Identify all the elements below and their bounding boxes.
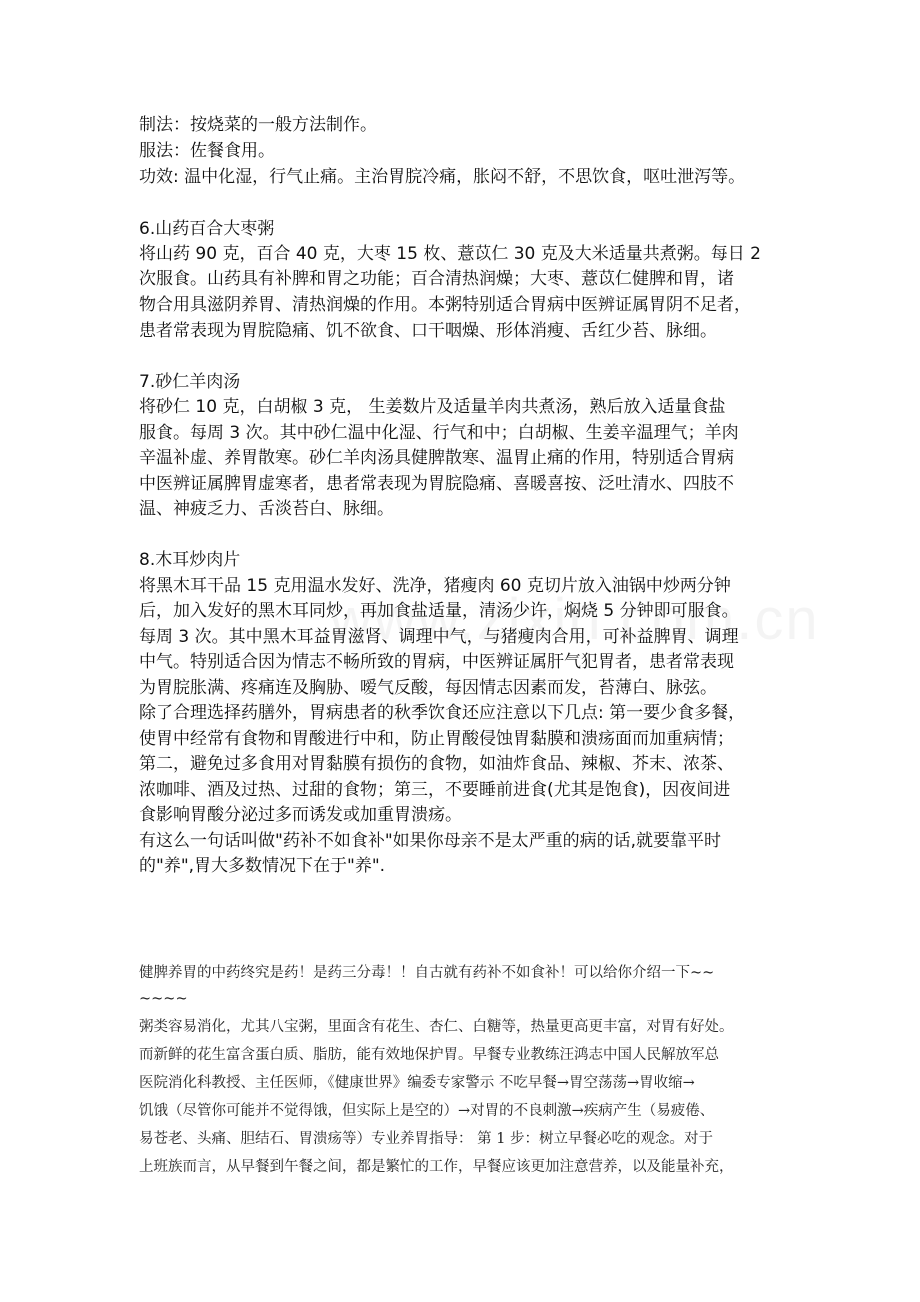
advice-line: 使胃中经常有食物和胃酸进行中和，防止胃酸侵蚀胃黏膜和溃疡面而加重病情； <box>139 729 734 749</box>
usage-line: 服法：佐餐食用。 <box>139 141 275 161</box>
method-line: 制法：按烧菜的一般方法制作。 <box>139 115 377 135</box>
recipe8-title: 8.木耳炒肉片 <box>139 550 241 570</box>
bottom-line: 而新鲜的花生富含蛋白质、脂肪，能有效地保护胃。早餐专业教练汪鸿志中国人民解放军总 <box>139 1047 719 1063</box>
recipe6-line: 将山药 90 克，百合 40 克，大枣 15 枚、薏苡仁 30 克及大米适量共煮粥。每日 2 <box>139 244 761 264</box>
recipe8-line: 中气。特别适合因为情志不畅所致的胃病，中医辨证属肝气犯胃者，患者常表现 <box>139 652 734 672</box>
advice-line: 第二，避免过多食用对胃黏膜有损伤的食物，如油炸食品、辣椒、芥末、浓茶、 <box>139 754 734 774</box>
recipe7-line: 温、神疲乏力、舌淡苔白、脉细。 <box>139 499 394 519</box>
recipe8-line: 将黑木耳干品 15 克用温水发好、洗净，猪瘦肉 60 克切片放入油锅中炒两分钟 <box>139 576 731 596</box>
advice-line: 食影响胃酸分泌过多而诱发或加重胃溃疡。 <box>139 805 462 825</box>
recipe6-title: 6.山药百合大枣粥 <box>139 219 275 239</box>
recipe8-line: 后，加入发好的黑木耳同炒，再加食盐适量，清汤少许，焖烧 5 分钟即可服食。 <box>139 601 739 621</box>
recipe8-line: 每周 3 次。其中黑木耳益胃滋肾、调理中气，与猪瘦肉合用，可补益脾胃、调理 <box>139 627 739 647</box>
recipe7-line: 中医辨证属脾胃虚寒者，患者常表现为胃脘隐痛、喜暖喜按、泛吐清水、四肢不 <box>139 474 734 494</box>
quote-line: 有这么一句话叫做"药补不如食补"如果你母亲不是太严重的病的话,就要靠平时 <box>139 831 722 851</box>
bottom-line: 上班族而言，从早餐到午餐之间，都是繁忙的工作，早餐应该更加注意营养，以及能量补充， <box>139 1159 734 1175</box>
advice-line: 除了合理选择药膳外，胃病患者的秋季饮食还应注意以下几点: 第一要少食多餐， <box>139 703 746 723</box>
recipe8-line: 为胃脘胀满、疼痛连及胸胁、嗳气反酸，每因情志因素而发，苔薄白、脉弦。 <box>139 678 717 698</box>
bottom-line: 医院消化科教授、主任医师，《健康世界》编委专家警示 不吃早餐→胃空荡荡→胃收缩→ <box>139 1075 695 1091</box>
quote-line: 的"养",胃大多数情况下在于"养". <box>139 856 386 876</box>
bottom-line: 易苍老、头痛、胆结石、胃溃疡等）专业养胃指导： 第 1 步：树立早餐必吃的观念。对于 <box>139 1131 714 1147</box>
bottom-line: 健脾养胃的中药终究是药！是药三分毒！！自古就有药补不如食补！可以给你介绍一下~~ <box>139 965 715 981</box>
recipe6-line: 物合用具滋阴养胃、清热润燥的作用。本粥特别适合胃病中医辨证属胃阴不足者， <box>139 295 751 315</box>
bottom-line: ~~~~ <box>139 991 188 1007</box>
recipe6-line: 次服食。山药具有补脾和胃之功能；百合清热润燥；大枣、薏苡仁健脾和胃，诸 <box>139 269 734 289</box>
advice-line: 浓咖啡、酒及过热、过甜的食物；第三，不要睡前进食(尤其是饱食)，因夜间进 <box>139 780 731 800</box>
recipe7-title: 7.砂仁羊肉汤 <box>139 372 241 392</box>
recipe6-line: 患者常表现为胃脘隐痛、饥不欲食、口干咽燥、形体消瘦、舌红少苔、脉细。 <box>139 321 717 341</box>
recipe7-line: 将砂仁 10 克，白胡椒 3 克， 生姜数片及适量羊肉共煮汤，熟后放入适量食盐 <box>139 397 726 417</box>
recipe7-line: 辛温补虚、养胃散寒。砂仁羊肉汤具健脾散寒、温胃止痛的作用，特别适合胃病 <box>139 448 734 468</box>
effect-line: 功效: 温中化湿，行气止痛。主治胃脘冷痛，胀闷不舒，不思饮食，呕吐泄泻等。 <box>139 167 746 187</box>
bottom-line: 饥饿（尽管你可能并不觉得饿，但实际上是空的）→对胃的不良刺激→疾病产生（易疲倦、 <box>139 1103 715 1119</box>
recipe7-line: 服食。每周 3 次。其中砂仁温中化湿、行气和中；白胡椒、生姜辛温理气；羊肉 <box>139 423 739 443</box>
bottom-line: 粥类容易消化，尤其八宝粥，里面含有花生、杏仁、白糖等，热量更高更丰富，对胃有好处。 <box>139 1019 734 1035</box>
